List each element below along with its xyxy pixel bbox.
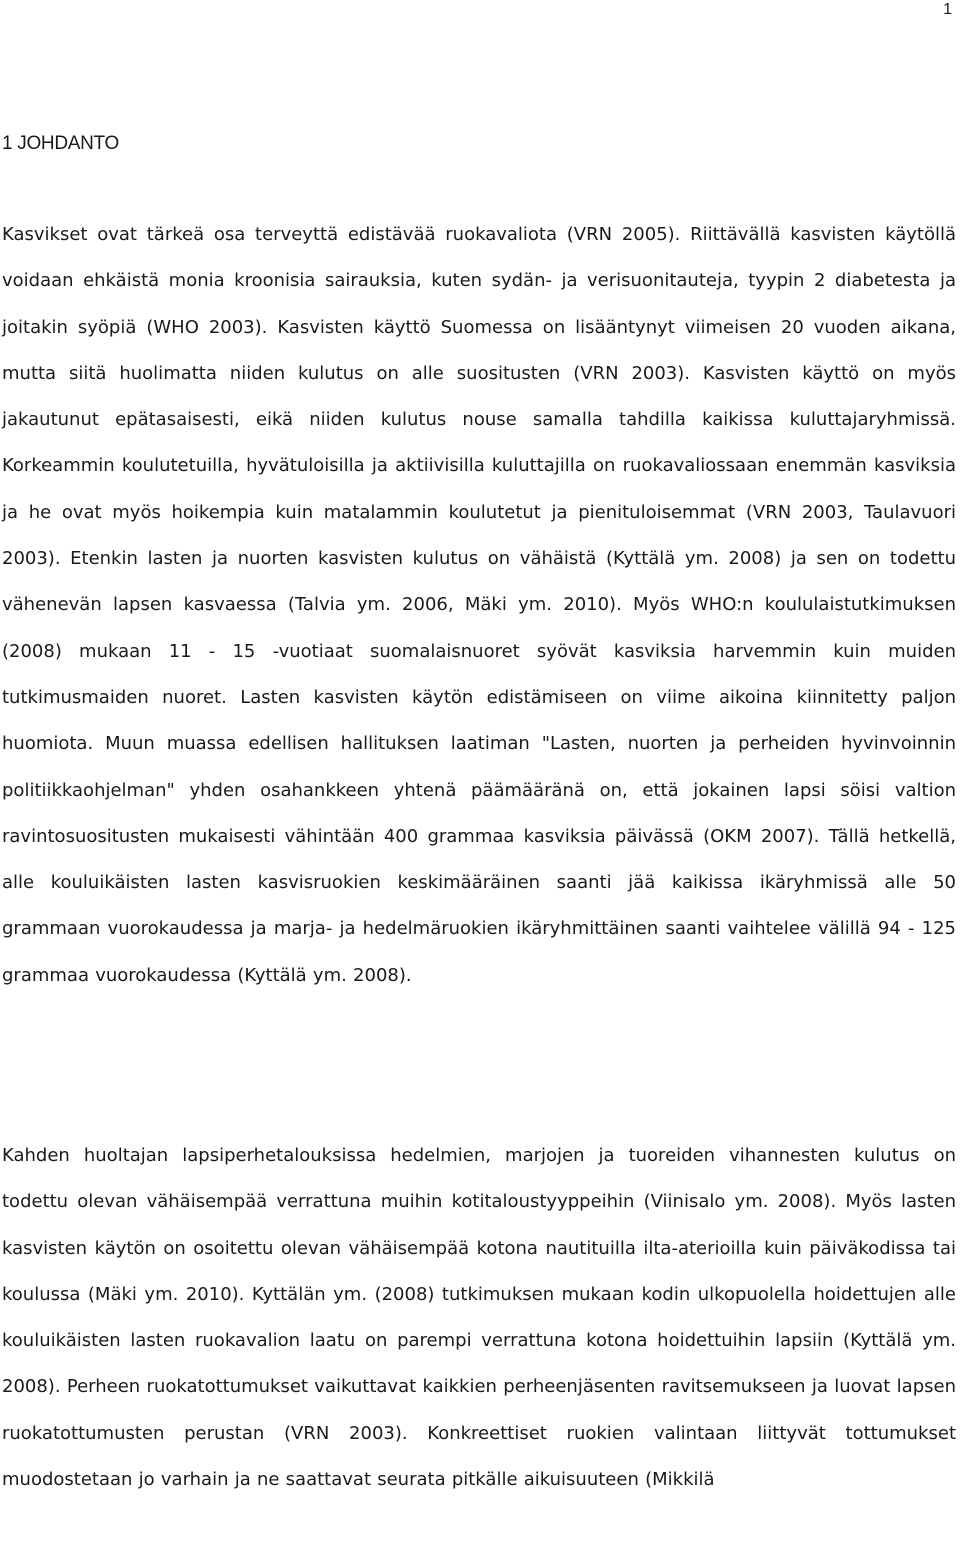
page-number: 1 [943, 1, 952, 18]
section-heading: 1 JOHDANTO [2, 133, 120, 154]
body-paragraph-2: Kahden huoltajan lapsiperhetalouksissa hedelmien, marjojen ja tuoreiden vihannesten kulutus on todettu olevan vähäisempää verrattuna muihin kotitaloustyyppeihin (Viinisalo ym. 2008). Myös lasten kasvisten käytön on osoitettu olevan vähäisempää kotona nautituilla ilta-aterioilla kuin päiväkodissa tai koulussa (Mäki ym. 2010). Kyttälän ym. (2008) tutkimuksen mukaan kodin ulkopuolella hoidettujen alle kouluikäisten lasten ruokavalion laatu on parempi verrattuna kotona hoidettuihin lapsiin (Kyttälä ym. 2008). Perheen ruokatottumukset vaikuttavat kaikkien perheenjäsenten ravitsemukseen ja luovat lapsen ruokatottumusten perustan (VRN 2003). Konkreettiset ruokien valintaan liittyvät tottumukset muodostetaan jo varhain ja ne saattavat seurata pitkälle aikuisuuteen (Mikkilä [2, 1145, 956, 1491]
body-paragraph-1: Kasvikset ovat tärkeä osa terveyttä edistävää ruokavaliota (VRN 2005). Riittävällä kasvisten käytöllä voidaan ehkäistä monia kroonisia sairauksia, kuten sydän- ja verisuonitauteja, tyypin 2 diabetesta ja joitakin syöpiä (WHO 2003). Kasvisten käyttö Suomessa on lisääntynyt viimeisen 20 vuoden aikana, mutta siitä huolimatta niiden kulutus on alle suositusten (VRN 2003). Kasvisten käyttö on myös jakautunut epätasaisesti, eikä niiden kulutus nouse samalla tahdilla kaikissa kuluttajaryhmissä. Korkeammin koulutetuilla, hyvätuloisilla ja aktiivisilla kuluttajilla on ruokavaliossaan enemmän kasviksia ja he ovat myös hoikempia kuin matalammin koulutetut ja pienituloisemmat (VRN 2003, Taulavuori 2003). Etenkin lasten ja nuorten kasvisten kulutus on vähäistä (Kyttälä ym. 2008) ja sen on todettu vähenevän lapsen kasvaessa (Talvia ym. 2006, Mäki ym. 2010). Myös WHO:n koululaistutkimuksen (2008) mukaan 11 - 15 -vuotiaat suomalaisnuoret syövät kasviksia harvemmin kuin muiden tutkimusmaiden nuoret. Lasten kasvisten käytön edistämiseen on viime aikoina kiinnitetty paljon huomiota. Muun muassa edellisen hallituksen laatiman "Lasten, nuorten ja perheiden hyvinvoinnin politiikkaohjelman" yhden osahankkeen yhtenä päämääränä on, että jokainen lapsi söisi valtion ravintosuositusten mukaisesti vähintään 400 grammaa kasviksia päivässä (OKM 2007). Tällä hetkellä, alle kouluikäisten lasten kasvisruokien keskimääräinen saanti jää kaikissa ikäryhmissä alle 50 grammaan vuorokaudessa ja marja- ja hedelmäruokien ikäryhmittäinen saanti vaihtelee välillä 94 - 125 grammaa vuorokaudessa (Kyttälä ym. 2008). [2, 224, 956, 986]
